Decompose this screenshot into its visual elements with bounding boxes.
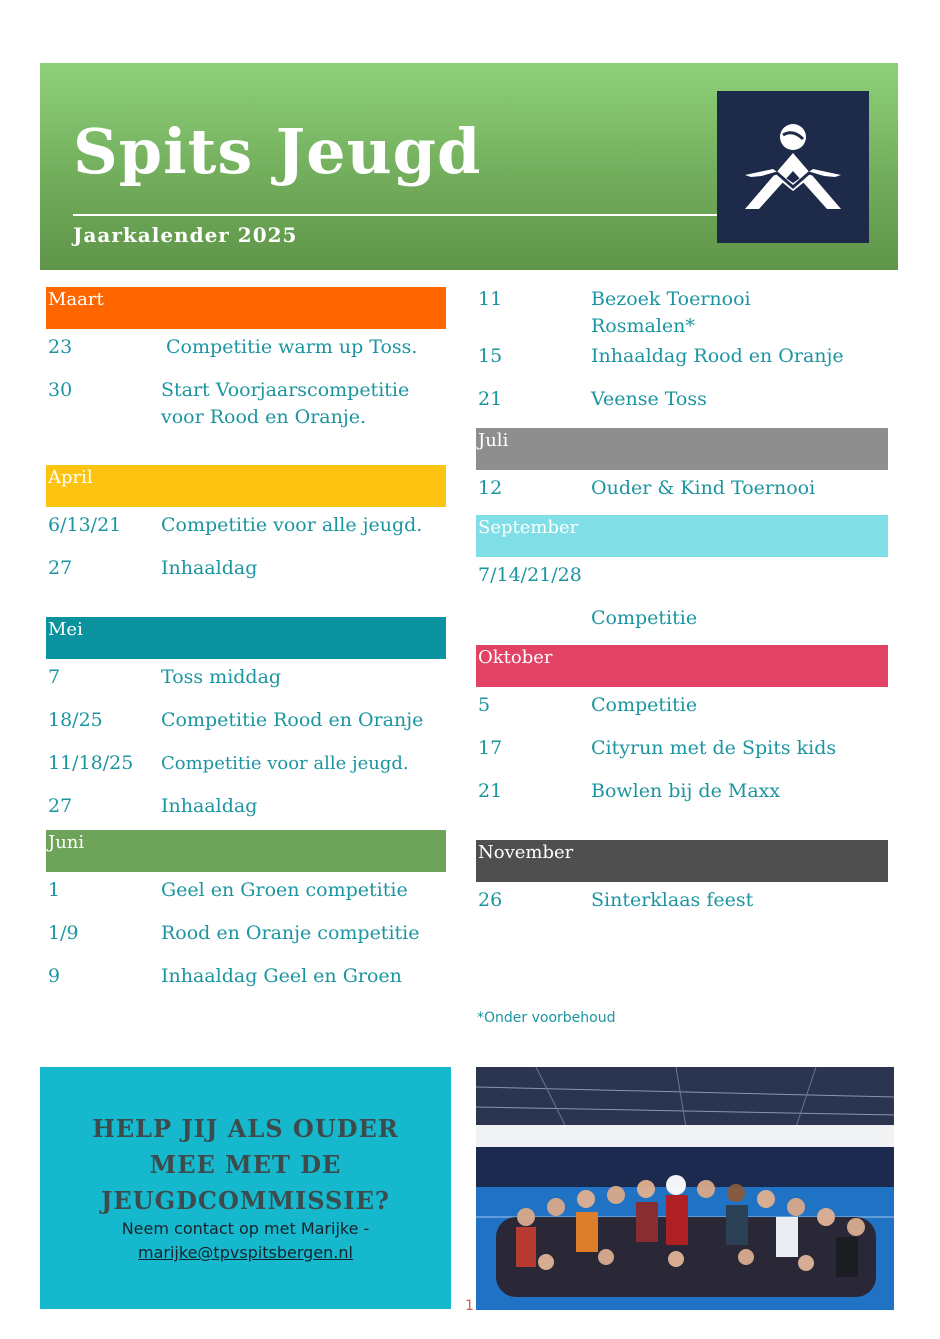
event-name: Inhaaldag	[161, 557, 258, 579]
event-name: Competitie voor alle jeugd.	[161, 753, 409, 774]
month-header-april: April	[46, 465, 446, 507]
month-header-juni: Juni	[46, 830, 446, 872]
event-name: Rood en Oranje competitie	[161, 922, 420, 944]
event-name: Inhaaldag Geel en Groen	[161, 965, 402, 987]
help-heading	[40, 1111, 451, 1219]
help-heading-line: HELP JIJ ALS OUDER	[92, 1114, 399, 1143]
event-date: 30	[48, 379, 73, 401]
contact-text: Neem contact op met Marijke -	[121, 1219, 370, 1238]
help-heading-line: JEUGDCOMMISSIE?	[101, 1186, 390, 1215]
event-name: Bezoek Toernooi Rosmalen*	[591, 288, 751, 337]
event-name: Competitie	[591, 607, 698, 629]
list-item	[476, 602, 888, 645]
group-photo-image	[476, 1067, 894, 1310]
list-item	[46, 747, 446, 790]
list-item	[46, 917, 446, 960]
list-item	[46, 874, 446, 917]
spacer	[46, 431, 446, 465]
event-date: 15	[478, 345, 503, 367]
page-number: 1	[465, 1298, 474, 1314]
list-item	[46, 509, 446, 552]
list-item	[46, 960, 446, 1003]
event-date: 12	[478, 477, 503, 499]
event-date: 5	[478, 694, 491, 716]
event-date: 26	[478, 889, 503, 911]
event-name: Inhaaldag	[161, 795, 258, 817]
event-date: 6/13/21	[48, 514, 122, 536]
list-item	[476, 383, 888, 428]
spacer	[46, 595, 446, 617]
list-item	[476, 340, 888, 383]
month-header-maart: Maart	[46, 287, 446, 329]
list-item	[46, 704, 446, 747]
list-item	[476, 689, 888, 732]
club-logo	[717, 91, 869, 243]
spacer	[476, 818, 888, 840]
month-header-oktober: Oktober	[476, 645, 888, 687]
title-divider	[73, 214, 718, 216]
list-item	[476, 472, 888, 515]
event-date-spacer	[476, 605, 591, 645]
event-date: 1	[48, 879, 61, 901]
event-date: 21	[478, 780, 503, 802]
event-date: 9	[48, 965, 61, 987]
help-contact	[40, 1217, 451, 1265]
event-date: 17	[478, 737, 503, 759]
list-item	[476, 559, 888, 602]
list-item	[476, 884, 888, 927]
calendar-right-column	[476, 283, 888, 927]
list-item	[46, 552, 446, 595]
header-banner	[40, 63, 898, 270]
group-photo	[476, 1067, 894, 1310]
page-subtitle: Jaarkalender 2025	[73, 223, 298, 247]
list-item	[46, 331, 446, 374]
event-name: Cityrun met de Spits kids	[591, 737, 837, 759]
page-title: Spits Jeugd	[73, 115, 482, 188]
month-header-november: November	[476, 840, 888, 882]
calendar-left-column	[46, 287, 446, 1003]
help-heading-line: MEE MET DE	[149, 1150, 342, 1179]
list-item	[46, 661, 446, 704]
event-name: Bowlen bij de Maxx	[591, 780, 781, 802]
month-header-september: September	[476, 515, 888, 557]
event-name: Start Voorjaarscompetitie voor Rood en Oranje.	[161, 379, 410, 428]
event-name: Ouder & Kind Toernooi	[591, 477, 816, 499]
help-callout	[40, 1067, 451, 1309]
event-date: 21	[478, 388, 503, 410]
event-date: 23	[48, 336, 73, 358]
email-link[interactable]: marijke@tpvspitsbergen.nl	[138, 1243, 353, 1262]
month-header-mei: Mei	[46, 617, 446, 659]
event-date: 11/18/25	[48, 752, 134, 774]
footnote: *Onder voorbehoud	[477, 1010, 616, 1026]
event-name: Competitie	[591, 694, 698, 716]
event-name: Sinterklaas feest	[591, 889, 754, 911]
month-header-juli: Juli	[476, 428, 888, 470]
event-date: 11	[478, 288, 503, 310]
list-item	[476, 775, 888, 818]
event-date: 7/14/21/28	[478, 564, 582, 586]
event-date: 1/9	[48, 922, 79, 944]
event-date: 27	[48, 795, 73, 817]
event-name: Toss middag	[161, 666, 282, 688]
spits-logo-icon	[717, 91, 869, 243]
event-date: 18/25	[48, 709, 103, 731]
event-name: Inhaaldag Rood en Oranje	[591, 345, 844, 367]
event-name: Competitie warm up Toss.	[166, 336, 418, 358]
list-item	[476, 283, 888, 340]
list-item	[46, 790, 446, 830]
event-name: Geel en Groen competitie	[161, 879, 408, 901]
event-name: Competitie voor alle jeugd.	[161, 514, 423, 536]
event-date: 7	[48, 666, 61, 688]
event-date: 27	[48, 557, 73, 579]
list-item	[476, 732, 888, 775]
list-item	[46, 374, 446, 431]
event-name: Competitie Rood en Oranje	[161, 709, 424, 731]
event-name: Veense Toss	[591, 388, 707, 410]
